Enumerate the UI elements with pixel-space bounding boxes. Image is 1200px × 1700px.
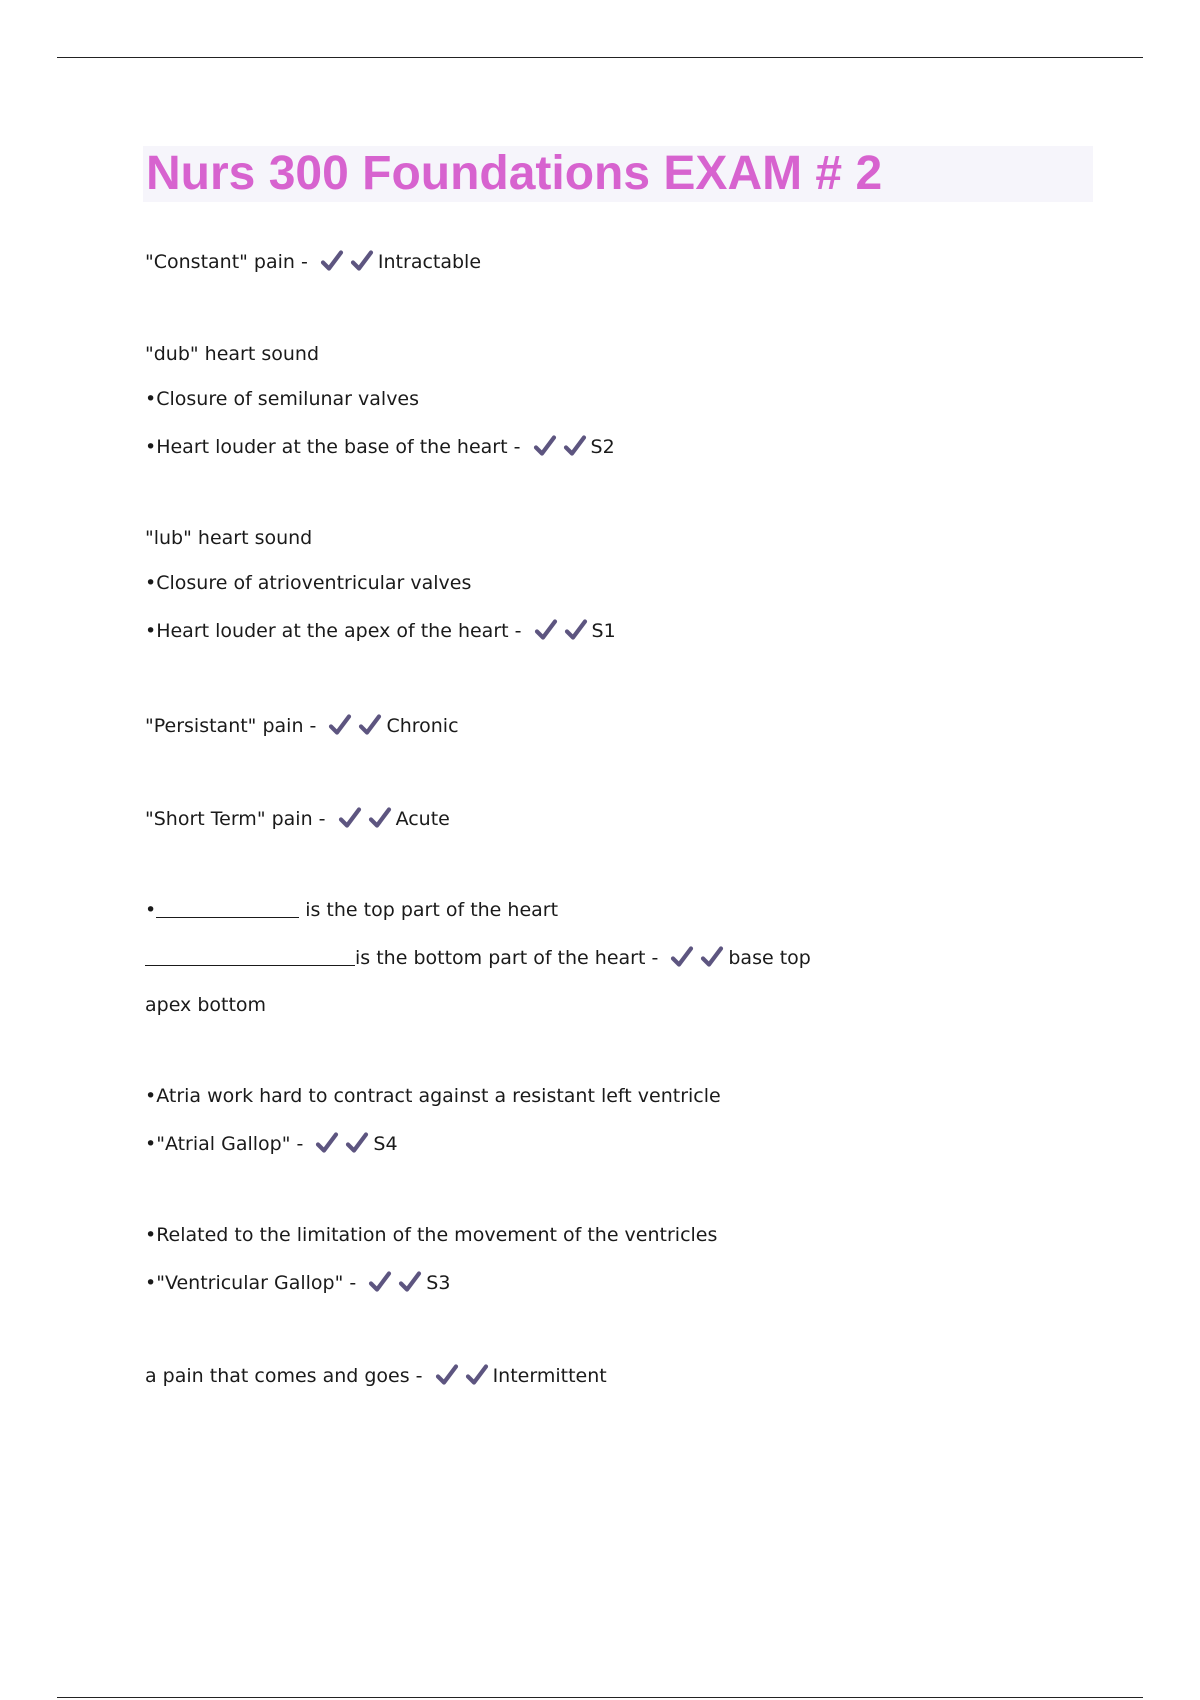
qa-line — [145, 432, 615, 462]
note-line — [145, 990, 266, 1020]
separator: - — [294, 251, 314, 273]
check-icon — [534, 618, 558, 642]
document-title: Nurs 300 Foundations EXAM # 2 — [146, 147, 883, 200]
qa-line — [145, 1361, 607, 1391]
check-icon — [533, 434, 557, 458]
note-line — [145, 1220, 717, 1250]
line-text: "lub" heart sound — [145, 527, 313, 549]
check-icon — [435, 1363, 459, 1387]
answer-text: Intermittent — [492, 1365, 607, 1387]
answer-text: S2 — [590, 436, 615, 458]
qa-line — [145, 804, 450, 834]
qa-line — [145, 247, 481, 277]
fill-in-line — [145, 895, 558, 925]
question-text: "Persistant" pain — [145, 715, 304, 737]
note-line — [145, 523, 312, 553]
answer-text: S1 — [591, 620, 616, 642]
question-text: a pain that comes and goes — [145, 1365, 410, 1387]
check-icon — [700, 945, 724, 969]
check-icon — [320, 249, 344, 273]
double-check-icon — [533, 434, 587, 467]
separator: - — [645, 947, 665, 969]
check-icon — [368, 1270, 392, 1294]
double-check-icon — [338, 806, 392, 839]
separator: - — [409, 1365, 429, 1387]
check-icon — [358, 713, 382, 737]
bullet: • — [145, 899, 157, 921]
answer-text: base top — [728, 947, 811, 969]
check-icon — [563, 434, 587, 458]
check-icon — [328, 713, 352, 737]
line-text: "dub" heart sound — [145, 343, 320, 365]
separator: - — [290, 1133, 310, 1155]
bottom-rule — [57, 1697, 1143, 1698]
question-text: •"Ventricular Gallop" — [145, 1272, 344, 1294]
double-check-icon — [534, 618, 588, 651]
check-icon — [398, 1270, 422, 1294]
answer-text: S3 — [426, 1272, 451, 1294]
line-text: •Closure of atrioventricular valves — [145, 572, 472, 594]
line-text: •Atria work hard to contract against a resistant left ventricle — [145, 1085, 721, 1107]
note-line — [145, 1081, 721, 1111]
qa-line — [145, 616, 616, 646]
check-icon — [350, 249, 374, 273]
check-icon — [564, 618, 588, 642]
question-text: •Heart louder at the base of the heart — [145, 436, 508, 458]
qa-line — [145, 1268, 450, 1298]
separator: - — [303, 715, 323, 737]
check-icon — [338, 806, 362, 830]
check-icon — [368, 806, 392, 830]
qa-line — [145, 943, 811, 973]
separator: - — [508, 620, 528, 642]
question-text: "Constant" pain — [145, 251, 295, 273]
blank-line — [145, 945, 355, 966]
separator: - — [312, 808, 332, 830]
answer-text: Acute — [395, 808, 450, 830]
note-line — [145, 384, 419, 414]
top-rule — [57, 57, 1143, 58]
double-check-icon — [315, 1131, 369, 1164]
line-text: is the top part of the heart — [305, 899, 559, 921]
question-text: is the bottom part of the heart — [355, 947, 646, 969]
line-text: apex bottom — [145, 994, 267, 1016]
double-check-icon — [328, 713, 382, 746]
double-check-icon — [368, 1270, 422, 1303]
check-icon — [670, 945, 694, 969]
check-icon — [465, 1363, 489, 1387]
line-text: •Related to the limitation of the movement of the ventricles — [145, 1224, 718, 1246]
question-text: •"Atrial Gallop" — [145, 1133, 291, 1155]
separator: - — [343, 1272, 363, 1294]
blank-line — [156, 897, 299, 918]
check-icon — [345, 1131, 369, 1155]
question-text: "Short Term" pain — [145, 808, 313, 830]
answer-text: Intractable — [377, 251, 482, 273]
note-line — [145, 568, 471, 598]
line-text: •Closure of semilunar valves — [145, 388, 420, 410]
check-icon — [315, 1131, 339, 1155]
answer-text: Chronic — [386, 715, 459, 737]
question-text: •Heart louder at the apex of the heart — [145, 620, 509, 642]
qa-line — [145, 1129, 398, 1159]
double-check-icon — [435, 1363, 489, 1396]
double-check-icon — [670, 945, 724, 978]
double-check-icon — [320, 249, 374, 282]
note-line — [145, 339, 319, 369]
answer-text: S4 — [373, 1133, 398, 1155]
qa-line — [145, 711, 459, 741]
separator: - — [507, 436, 527, 458]
